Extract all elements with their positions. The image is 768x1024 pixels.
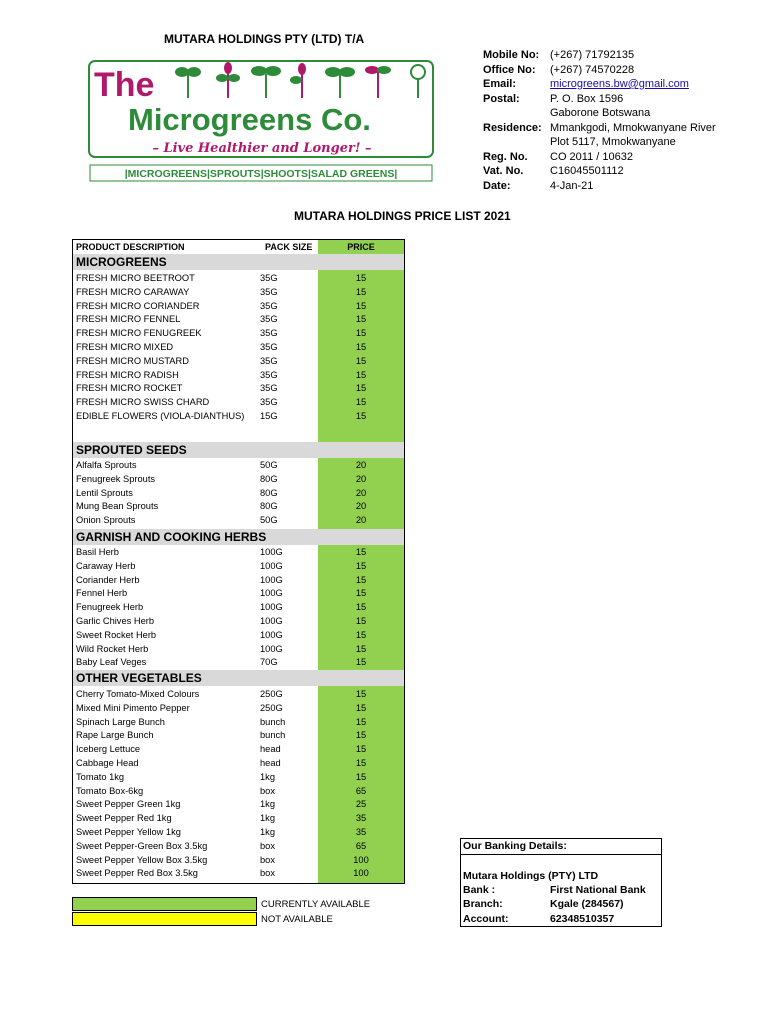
contact-value: Plot 5117, Mmokwanyane — [550, 136, 676, 148]
pack-size: 35G — [260, 314, 278, 325]
pack-size: bunch — [260, 730, 286, 741]
table-row — [73, 312, 404, 326]
table-row — [73, 797, 404, 811]
contact-row — [483, 164, 716, 179]
table-row — [73, 381, 404, 395]
pack-size: 50G — [260, 460, 278, 470]
table-row — [73, 655, 404, 669]
price-value: 15 — [355, 273, 367, 283]
pack-size: 35G — [260, 273, 278, 283]
banking-account-value: 62348510357 — [550, 913, 615, 925]
pack-size: 35G — [260, 342, 278, 352]
banking-details — [460, 838, 662, 927]
product-description: Rape Large Bunch — [76, 730, 154, 741]
product-description: FRESH MICRO BEETROOT — [76, 273, 195, 283]
table-row — [73, 545, 404, 559]
price-value: 15 — [355, 657, 367, 668]
pack-size: 35G — [260, 328, 278, 339]
price-value: 15 — [355, 702, 367, 713]
banking-account-label: Account: — [463, 913, 509, 925]
price-value: 15 — [355, 383, 367, 394]
legend-label-available: CURRENTLY AVAILABLE — [261, 899, 371, 910]
product-description: Sweet Pepper Red 1kg — [76, 813, 172, 824]
table-row — [73, 825, 404, 839]
price-value: 15 — [355, 716, 367, 727]
product-description: Alfalfa Sprouts — [76, 460, 137, 470]
contact-row — [483, 92, 716, 107]
table-row — [73, 853, 404, 867]
product-description: Sweet Pepper Yellow 1kg — [76, 827, 181, 837]
product-description: Spinach Large Bunch — [76, 716, 165, 727]
contact-label: Office No: — [483, 63, 536, 76]
table-row — [73, 715, 404, 729]
table-row — [73, 354, 404, 368]
legend-swatch-available — [72, 897, 257, 911]
pack-size: 100G — [260, 616, 283, 626]
contact-label: Date: — [483, 179, 511, 192]
pack-size: 35G — [260, 369, 278, 380]
table-row — [73, 756, 404, 770]
price-value: 15 — [355, 300, 367, 311]
logo-tagline: – Live Healthier and Longer! – — [152, 141, 372, 156]
price-value: 100 — [353, 868, 369, 879]
product-description: Fennel Herb — [76, 588, 128, 599]
price-value: 35 — [355, 813, 367, 824]
product-description: Cabbage Head — [76, 758, 139, 768]
product-description: Sweet Pepper-Green Box 3.5kg — [76, 840, 208, 851]
price-value: 100 — [353, 854, 369, 865]
table-row — [73, 866, 404, 880]
contact-label — [483, 106, 550, 121]
pack-size: 100G — [260, 547, 283, 557]
product-description: Tomato Box-6kg — [76, 785, 144, 796]
contact-value: Gaborone Botswana — [550, 107, 651, 119]
banking-bank-label: Bank : — [463, 884, 496, 896]
table-row — [73, 728, 404, 742]
price-value: 25 — [355, 799, 367, 810]
contact-row — [483, 121, 716, 136]
price-value: 15 — [355, 328, 367, 339]
price-value: 15 — [355, 355, 367, 366]
price-value: 15 — [355, 547, 367, 557]
pack-size: 100G — [260, 574, 283, 585]
price-value: 15 — [355, 689, 367, 699]
pack-size: 35G — [260, 300, 278, 311]
price-value: 65 — [355, 785, 367, 796]
product-description: Cherry Tomato-Mixed Colours — [76, 689, 200, 699]
table-row — [73, 409, 404, 423]
price-value: 15 — [355, 588, 367, 599]
price-value: 65 — [355, 840, 367, 851]
legend-label-not-available: NOT AVAILABLE — [261, 914, 333, 925]
pack-size: 80G — [260, 501, 278, 512]
price-value: 15 — [355, 744, 367, 755]
header-price: PRICE — [318, 240, 404, 254]
table-row — [73, 340, 404, 354]
product-description: FRESH MICRO FENUGREEK — [76, 328, 202, 339]
price-value: 20 — [355, 487, 367, 498]
table-row — [73, 614, 404, 628]
product-description: Sweet Pepper Yellow Box 3.5kg — [76, 854, 208, 865]
pack-size: 100G — [260, 560, 283, 571]
price-value: 15 — [355, 314, 367, 325]
pack-size: 35G — [260, 383, 278, 394]
contact-label: Postal: — [483, 92, 520, 105]
pack-size: 1kg — [260, 827, 275, 837]
banking-title: Our Banking Details: — [463, 840, 567, 852]
company-name: MUTARA HOLDINGS PTY (LTD) T/A — [164, 32, 365, 46]
table-row — [73, 326, 404, 340]
microgreens-co-logo — [88, 60, 436, 184]
price-value: 15 — [355, 758, 367, 768]
pack-size: 100G — [260, 643, 283, 654]
table-row — [73, 573, 404, 587]
legend-swatch-not-available — [72, 912, 257, 926]
product-description: Iceberg Lettuce — [76, 744, 141, 755]
table-row — [73, 458, 404, 472]
logo-categories: |MICROGREENS|SPROUTS|SHOOTS|SALAD GREENS| — [124, 168, 398, 180]
logo-company-name: Microgreens Co. — [128, 102, 371, 137]
table-row — [73, 784, 404, 798]
product-description: Wild Rocket Herb — [76, 643, 149, 654]
product-description: Mung Bean Sprouts — [76, 501, 159, 512]
email-link[interactable]: microgreens.bw@gmail.com — [550, 78, 689, 90]
price-value: 15 — [355, 560, 367, 571]
pack-size: 250G — [260, 702, 283, 713]
price-value: 15 — [355, 411, 367, 421]
table-row — [73, 687, 404, 701]
table-row — [73, 271, 404, 285]
price-value: 20 — [355, 460, 367, 470]
product-description: EDIBLE FLOWERS (VIOLA-DIANTHUS) — [76, 411, 245, 421]
table-row — [73, 559, 404, 573]
table-row — [73, 486, 404, 500]
contact-row — [483, 150, 716, 165]
contact-value: Mmankgodi, Mmokwanyane River — [550, 121, 716, 134]
product-description: FRESH MICRO FENNEL — [76, 314, 181, 325]
pack-size: head — [260, 744, 281, 755]
contact-label: Mobile No: — [483, 49, 540, 61]
price-value: 15 — [355, 730, 367, 741]
pack-size: 35G — [260, 355, 278, 366]
contact-row — [483, 106, 716, 121]
pack-size: box — [260, 785, 275, 796]
banking-account-name: Mutara Holdings (PTY) LTD — [463, 870, 599, 882]
contact-label: Residence: — [483, 121, 542, 134]
section-header: MICROGREENS — [73, 254, 404, 270]
contact-row — [483, 77, 716, 92]
product-description: Sweet Pepper Red Box 3.5kg — [76, 868, 198, 879]
product-description: Tomato 1kg — [76, 771, 125, 782]
product-description: FRESH MICRO CORIANDER — [76, 300, 200, 311]
table-row — [73, 770, 404, 784]
pack-size: 1kg — [260, 771, 275, 782]
price-value: 15 — [355, 369, 367, 380]
contact-value: (+267) 71792135 — [550, 49, 635, 61]
banking-divider — [461, 854, 661, 855]
banking-branch-label: Branch: — [463, 898, 503, 910]
price-value: 35 — [355, 827, 367, 837]
banking-branch-value: Kgale (284567) — [550, 898, 624, 910]
product-description: Onion Sprouts — [76, 515, 136, 526]
contact-value: C16045501112 — [550, 165, 624, 177]
pack-size: 50G — [260, 515, 278, 526]
pack-size: box — [260, 840, 275, 851]
pack-size: 250G — [260, 689, 283, 699]
price-value: 15 — [355, 643, 367, 654]
product-description: Lentil Sprouts — [76, 487, 133, 498]
pack-size: 80G — [260, 487, 278, 498]
logo-word-the: The — [94, 66, 155, 104]
table-row — [73, 628, 404, 642]
price-value: 20 — [355, 515, 367, 526]
product-description: FRESH MICRO RADISH — [76, 369, 179, 380]
pack-size: 80G — [260, 473, 278, 484]
product-description: Mixed Mini Pimento Pepper — [76, 702, 190, 713]
price-value: 15 — [355, 397, 367, 408]
header-pack-size: PACK SIZE — [265, 242, 313, 252]
price-value: 15 — [355, 286, 367, 297]
pack-size: 1kg — [260, 813, 275, 824]
price-value: 15 — [355, 574, 367, 585]
table-row — [73, 586, 404, 600]
contact-row — [483, 63, 716, 78]
contact-row — [483, 135, 716, 150]
table-header — [73, 240, 404, 255]
product-description: Sweet Rocket Herb — [76, 629, 157, 640]
price-value: 15 — [355, 771, 367, 782]
header-description: PRODUCT DESCRIPTION — [76, 242, 185, 252]
product-description: Caraway Herb — [76, 560, 136, 571]
pack-size: 70G — [260, 657, 278, 668]
pack-size: box — [260, 868, 275, 879]
contact-value: P. O. Box 1596 — [550, 92, 624, 105]
product-description: Basil Herb — [76, 547, 119, 557]
table-row — [73, 285, 404, 299]
table-row — [73, 642, 404, 656]
pack-size: 35G — [260, 397, 278, 408]
contact-value: 4-Jan-21 — [550, 179, 594, 192]
contact-details — [483, 48, 716, 193]
contact-label: Vat. No. — [483, 165, 524, 177]
product-description: FRESH MICRO CARAWAY — [76, 286, 190, 297]
table-row — [73, 600, 404, 614]
table-row — [73, 472, 404, 486]
contact-value: (+267) 74570228 — [550, 63, 635, 76]
product-description: Garlic Chives Herb — [76, 616, 155, 626]
product-description: FRESH MICRO MIXED — [76, 342, 174, 352]
table-row — [73, 742, 404, 756]
price-value: 20 — [355, 473, 367, 484]
table-row — [73, 499, 404, 513]
product-description: Baby Leaf Veges — [76, 657, 147, 668]
pack-size: 100G — [260, 629, 283, 640]
price-value: 15 — [355, 602, 367, 613]
pack-size: 1kg — [260, 799, 275, 810]
product-description: FRESH MICRO SWISS CHARD — [76, 397, 210, 408]
product-description: Coriander Herb — [76, 574, 140, 585]
pack-size: 100G — [260, 588, 283, 599]
pack-size: bunch — [260, 716, 286, 727]
table-row — [73, 701, 404, 715]
price-value: 15 — [355, 629, 367, 640]
product-description: Sweet Pepper Green 1kg — [76, 799, 181, 810]
price-value: 15 — [355, 342, 367, 352]
table-row — [73, 299, 404, 313]
table-row — [73, 368, 404, 382]
pack-size: 35G — [260, 286, 278, 297]
price-value: 15 — [355, 616, 367, 626]
contact-value: CO 2011 / 10632 — [550, 150, 633, 163]
product-description: Fenugreek Sprouts — [76, 473, 156, 484]
section-header: OTHER VEGETABLES — [73, 670, 404, 686]
contact-row — [483, 179, 716, 194]
price-table — [72, 239, 405, 884]
contact-label: Email: — [483, 78, 517, 90]
price-value: 20 — [355, 501, 367, 512]
table-row — [73, 513, 404, 527]
section-header: GARNISH AND COOKING HERBS — [73, 529, 404, 545]
pack-size: box — [260, 854, 275, 865]
banking-bank-value: First National Bank — [550, 884, 646, 896]
table-row — [73, 395, 404, 409]
product-description: Fenugreek Herb — [76, 602, 144, 613]
table-row — [73, 839, 404, 853]
price-list-title: MUTARA HOLDINGS PRICE LIST 2021 — [294, 209, 511, 223]
table-row — [73, 811, 404, 825]
pack-size: 100G — [260, 602, 283, 613]
contact-label — [483, 135, 550, 150]
pack-size: head — [260, 758, 281, 768]
product-description: FRESH MICRO MUSTARD — [76, 355, 189, 366]
contact-label: Reg. No. — [483, 150, 528, 163]
contact-row — [483, 48, 716, 63]
section-header: SPROUTED SEEDS — [73, 442, 404, 458]
product-description: FRESH MICRO ROCKET — [76, 383, 183, 394]
pack-size: 15G — [260, 411, 278, 421]
